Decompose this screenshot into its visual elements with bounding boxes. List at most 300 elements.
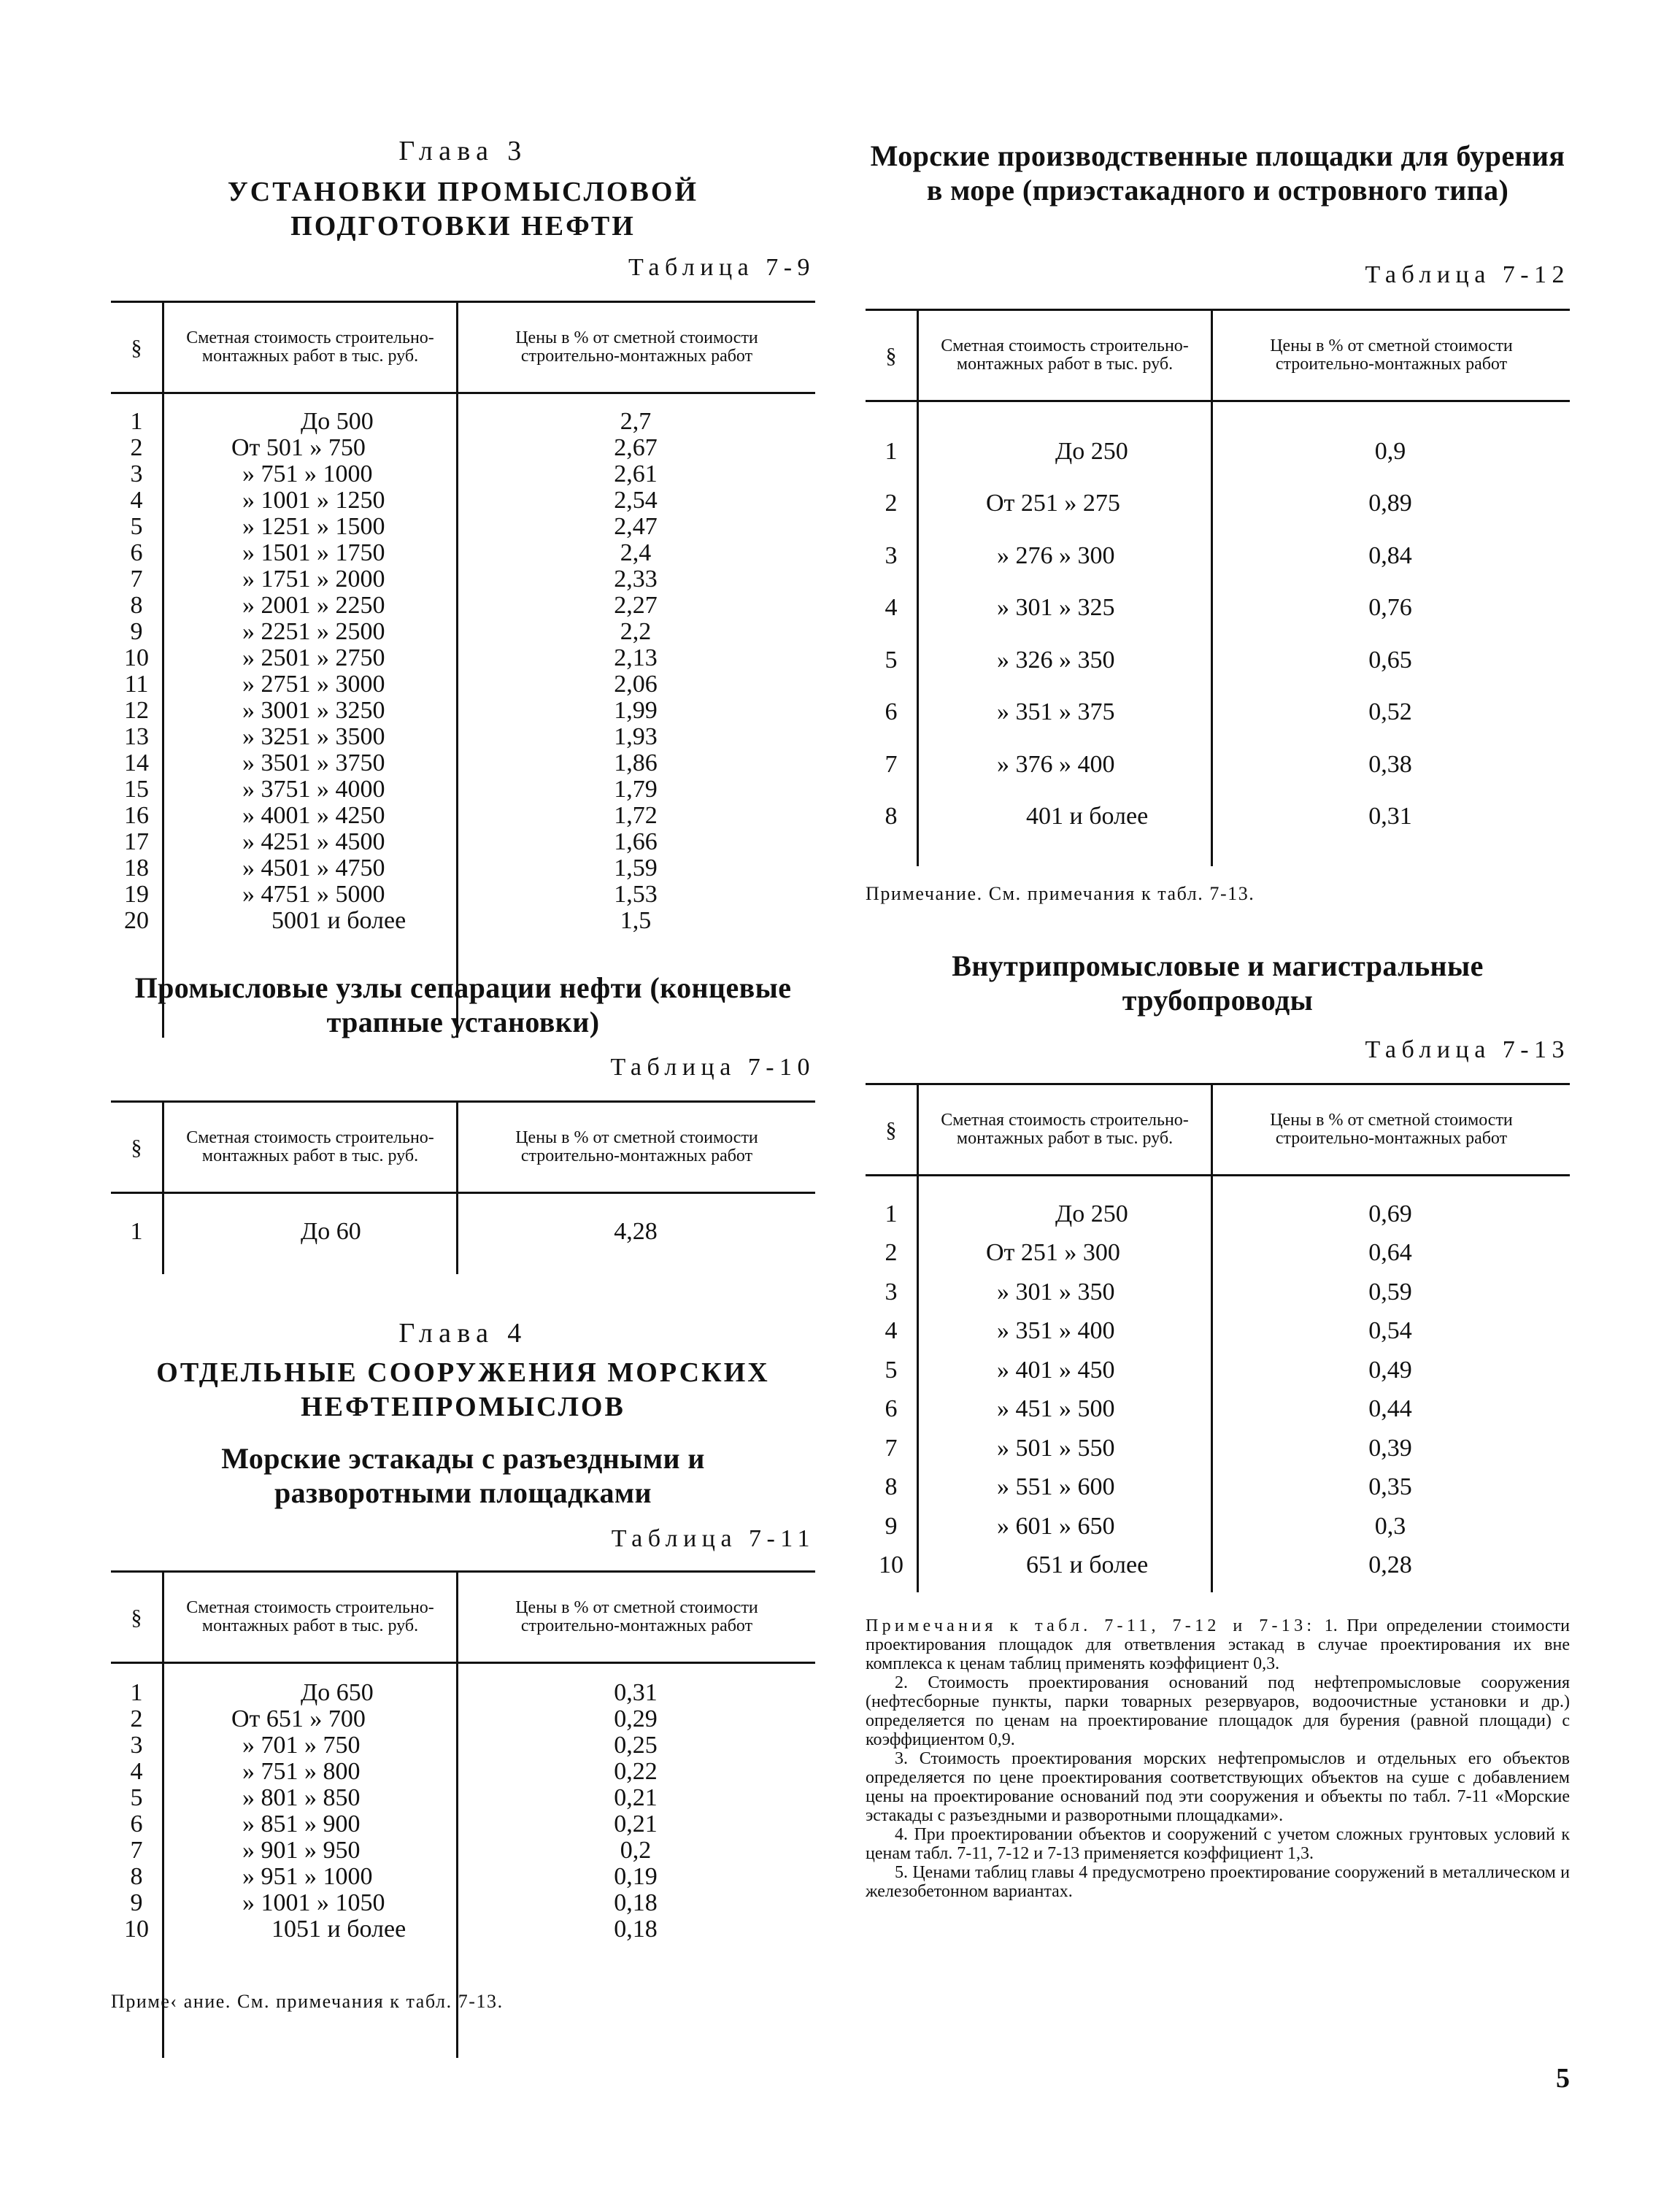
row-number: 12 (124, 697, 149, 724)
cost-cell (917, 425, 1211, 478)
header-price: Цены в % от сметной стоимости строительно-монтажных работ (456, 1573, 815, 1662)
price-percent: 0,29 (614, 1705, 658, 1732)
table-row (111, 1759, 815, 1785)
price-percent: 0,64 (1368, 1239, 1412, 1267)
row-number: 17 (124, 828, 149, 855)
price-percent: 2,54 (614, 487, 658, 514)
price-percent: 0,9 (1374, 437, 1406, 465)
row-number: 6 (885, 698, 898, 726)
general-notes (866, 1616, 1570, 1901)
cost-range: » 2751 » 3000 (242, 671, 385, 698)
row-number: 9 (130, 1889, 143, 1916)
cost-cell (162, 908, 456, 934)
row-number: 10 (124, 644, 149, 671)
price-percent: 2,61 (614, 460, 658, 487)
table-7-10-label: Таблица 7-10 (610, 1054, 815, 1081)
note-item-1: 1. При определении стоимости проектирования площадок для ответвления эстакад в случае проектирования их вне комплекса к ценам таблиц применять коэффициент 0,3. (866, 1616, 1570, 1673)
cost-cell (917, 739, 1211, 791)
cost-range: » 301 » 325 (997, 594, 1115, 622)
cost-range: » 451 » 500 (997, 1395, 1115, 1423)
cost-cell (162, 1759, 456, 1785)
cost-range: » 551 » 600 (997, 1473, 1115, 1501)
section-title-pipelines: Внутрипромысловые и магистральные трубопроводы (952, 949, 1484, 1017)
row-number: 3 (130, 460, 143, 487)
row-number: 13 (124, 723, 149, 750)
price-percent: 0,31 (1368, 803, 1412, 830)
row-number: 2 (130, 1705, 143, 1732)
table-rows (866, 425, 1570, 843)
table-row (111, 724, 815, 750)
cost-cell (162, 803, 456, 829)
row-number: 11 (124, 671, 149, 698)
row-number: 6 (130, 1811, 143, 1838)
cost-range: » 3001 » 3250 (242, 697, 385, 724)
price-percent: 1,79 (614, 776, 658, 803)
table-7-9-label: Таблица 7-9 (628, 254, 815, 281)
table-7-11-label: Таблица 7-11 (611, 1525, 815, 1552)
table-row (111, 803, 815, 829)
table-row (111, 1864, 815, 1890)
cost-cell (162, 855, 456, 882)
row-number: 7 (130, 1837, 143, 1864)
table-row (866, 687, 1570, 739)
row-number: 2 (130, 434, 143, 461)
cost-range: 5001 и более (271, 907, 406, 934)
cost-range: » 401 » 450 (997, 1356, 1115, 1384)
price-percent: 0,39 (1368, 1434, 1412, 1462)
row-number: 2 (885, 1239, 898, 1267)
cost-cell (162, 1916, 456, 1943)
table-header (866, 311, 1570, 402)
cost-range: » 3501 » 3750 (242, 749, 385, 776)
cost-cell (917, 530, 1211, 582)
table-row (111, 1212, 815, 1252)
cost-cell (162, 1732, 456, 1759)
cost-cell (162, 487, 456, 514)
cost-range: » 301 » 350 (997, 1278, 1115, 1306)
cost-cell (162, 1838, 456, 1864)
table-7-11 (111, 1570, 815, 2058)
table-row (866, 1546, 1570, 1586)
cost-cell (917, 1429, 1211, 1468)
header-section-sign: § (131, 1135, 142, 1160)
notes-heading: Примечания к табл. 7-11, 7-12 и 7-13: (866, 1616, 1316, 1635)
table-row (111, 645, 815, 671)
cost-range: » 4251 » 4500 (242, 828, 385, 855)
row-number: 1 (130, 408, 143, 435)
table-row (111, 1680, 815, 1706)
table-row (111, 698, 815, 724)
table-row (111, 566, 815, 593)
table-row (111, 540, 815, 566)
price-percent: 1,72 (614, 802, 658, 829)
row-number: 5 (885, 646, 898, 674)
cost-cell (162, 1811, 456, 1838)
row-number: 5 (130, 513, 143, 540)
price-percent: 2,4 (620, 539, 652, 566)
price-percent: 0,25 (614, 1732, 658, 1759)
header-section-sign: § (885, 343, 897, 368)
table-row (866, 1195, 1570, 1234)
cost-cell (917, 791, 1211, 844)
section-title-separation: Промысловые узлы сепарации нефти (концевые трапные установки) (134, 971, 792, 1038)
table-7-9 (111, 301, 815, 1038)
header-section-sign: § (131, 1605, 142, 1630)
table-header (111, 1103, 815, 1194)
cost-cell (162, 461, 456, 487)
price-percent: 1,99 (614, 697, 658, 724)
cost-range: » 3751 » 4000 (242, 776, 385, 803)
row-number: 15 (124, 776, 149, 803)
row-number: 9 (130, 618, 143, 645)
price-percent: 0,65 (1368, 646, 1412, 674)
table-rows (111, 1680, 815, 1943)
price-percent: 2,7 (620, 408, 652, 435)
note-item-5: 5. Ценами таблиц главы 4 предусмотрено проектирование сооружений в металлическом и железобетонном вариантах. (866, 1863, 1570, 1901)
cost-range: » 751 » 1000 (242, 460, 373, 487)
chapter-4-label: Глава 4 (398, 1318, 528, 1349)
cost-cell (162, 514, 456, 540)
table-row (111, 487, 815, 514)
table-row (111, 855, 815, 882)
row-number: 8 (885, 803, 898, 830)
row-number: 10 (124, 1916, 149, 1943)
table-7-12 (866, 309, 1570, 866)
row-number: 8 (130, 592, 143, 619)
cost-range: От 251 » 275 (986, 490, 1120, 517)
table-row (866, 1507, 1570, 1546)
table-row (111, 1785, 815, 1811)
row-number: 4 (130, 487, 143, 514)
price-percent: 0,59 (1368, 1278, 1412, 1306)
cost-cell (162, 409, 456, 435)
table-row (111, 593, 815, 619)
row-number: 7 (885, 750, 898, 778)
table-row (111, 619, 815, 645)
header-cost: Сметная стоимость строительно-монтажных работ в тыс. руб. (917, 311, 1211, 400)
header-cost: Сметная стоимость строительно-монтажных работ в тыс. руб. (162, 1573, 456, 1662)
table-row (111, 1916, 815, 1943)
cost-cell (917, 1390, 1211, 1430)
price-percent: 0,31 (614, 1679, 658, 1706)
cost-cell (162, 1864, 456, 1890)
cost-range: От 651 » 700 (231, 1705, 366, 1732)
price-percent: 0,3 (1374, 1512, 1406, 1540)
row-number: 16 (124, 802, 149, 829)
table-7-13-label: Таблица 7-13 (1365, 1036, 1570, 1063)
cost-range: » 1001 » 1250 (242, 487, 385, 514)
price-percent: 0,38 (1368, 750, 1412, 778)
price-percent: 1,66 (614, 828, 658, 855)
row-number: 7 (885, 1434, 898, 1462)
header-price: Цены в % от сметной стоимости строительно-монтажных работ (1211, 311, 1570, 400)
table-row (866, 791, 1570, 844)
price-percent: 0,49 (1368, 1356, 1412, 1384)
cost-cell (162, 829, 456, 855)
price-percent: 0,22 (614, 1758, 658, 1785)
cost-cell (917, 687, 1211, 739)
cost-cell (917, 582, 1211, 635)
cost-range: » 901 » 950 (242, 1837, 361, 1864)
cost-cell (162, 724, 456, 750)
row-number: 19 (124, 881, 149, 908)
price-percent: 0,19 (614, 1863, 658, 1890)
row-number: 1 (130, 1218, 143, 1245)
cost-range: » 2001 » 2250 (242, 592, 385, 619)
cost-range: » 1001 » 1050 (242, 1889, 385, 1916)
cost-cell (162, 698, 456, 724)
header-cost: Сметная стоимость строительно-монтажных работ в тыс. руб. (162, 1103, 456, 1192)
table-7-12-label: Таблица 7-12 (1365, 261, 1570, 288)
cost-range: 401 и более (1026, 803, 1149, 830)
price-percent: 1,93 (614, 723, 658, 750)
table-row (866, 739, 1570, 791)
table-row (866, 1234, 1570, 1273)
row-number: 1 (130, 1679, 143, 1706)
section-title-platforms: Морские производственные площадки для бурения в море (приэстакадного и островного типа) (870, 139, 1565, 207)
row-number: 18 (124, 855, 149, 882)
cost-cell (162, 593, 456, 619)
cost-range: » 351 » 400 (997, 1317, 1115, 1345)
price-percent: 2,67 (614, 434, 658, 461)
cost-range: До 60 (301, 1218, 361, 1245)
table-body (111, 1194, 815, 1274)
table-row (866, 530, 1570, 582)
row-number: 5 (885, 1356, 898, 1384)
cost-cell (162, 1890, 456, 1916)
table-header (111, 1573, 815, 1664)
price-percent: 0,28 (1368, 1551, 1412, 1579)
cost-range: » 701 » 750 (242, 1732, 361, 1759)
cost-cell (917, 478, 1211, 531)
cost-cell (917, 1195, 1211, 1234)
price-percent: 0,35 (1368, 1473, 1412, 1501)
price-percent: 1,59 (614, 855, 658, 882)
cost-cell (162, 1785, 456, 1811)
price-percent: 0,44 (1368, 1395, 1412, 1423)
table-row (111, 776, 815, 803)
row-number: 5 (130, 1784, 143, 1811)
price-percent: 0,76 (1368, 594, 1412, 622)
cost-cell (917, 1468, 1211, 1508)
header-section-sign: § (131, 335, 142, 360)
cost-range: До 500 (301, 408, 374, 435)
cost-cell (162, 1706, 456, 1732)
table-rows (111, 1212, 815, 1252)
table-rows (866, 1195, 1570, 1585)
row-number: 6 (130, 539, 143, 566)
cost-range: » 276 » 300 (997, 541, 1115, 569)
cost-cell (162, 435, 456, 461)
cost-range: » 4751 » 5000 (242, 881, 385, 908)
cost-range: » 1751 » 2000 (242, 566, 385, 593)
table-7-13 (866, 1083, 1570, 1592)
row-number: 3 (130, 1732, 143, 1759)
row-number: 8 (130, 1863, 143, 1890)
price-percent: 0,54 (1368, 1317, 1412, 1345)
cost-cell (917, 634, 1211, 687)
cost-range: » 3251 » 3500 (242, 723, 385, 750)
cost-cell (917, 1312, 1211, 1351)
cost-cell (162, 540, 456, 566)
row-number: 4 (130, 1758, 143, 1785)
price-percent: 0,21 (614, 1811, 658, 1838)
row-number: 7 (130, 566, 143, 593)
price-percent: 0,84 (1368, 541, 1412, 569)
table-row (111, 435, 815, 461)
table-rows (111, 409, 815, 934)
row-number: 20 (124, 907, 149, 934)
table-7-10 (111, 1100, 815, 1274)
chapter-4-title: ОТДЕЛЬНЫЕ СООРУЖЕНИЯ МОРСКИХ НЕФТЕПРОМЫСЛОВ (156, 1357, 770, 1422)
row-number: 3 (885, 541, 898, 569)
note-item-3: 3. Стоимость проектирования морских нефтепромыслов и отдельных его объектов определяется по цене проектирования соответствующих объектов на суше с добавлением цены на проектирование оснований под эти сооружения и объекты по табл. 7-11 «Морские эстакады с разъездными и разворотными площадками». (866, 1749, 1570, 1825)
row-number: 6 (885, 1395, 898, 1423)
price-percent: 2,2 (620, 618, 652, 645)
price-percent: 2,47 (614, 513, 658, 540)
table-header (111, 303, 815, 394)
table-row (866, 1390, 1570, 1430)
price-percent: 1,86 (614, 749, 658, 776)
table-body (866, 1176, 1570, 1592)
cost-range: » 801 » 850 (242, 1784, 361, 1811)
row-number: 1 (885, 437, 898, 465)
cost-range: От 251 » 300 (986, 1239, 1120, 1267)
cost-cell (162, 1680, 456, 1706)
page-number: 5 (1556, 2063, 1570, 2094)
row-number: 9 (885, 1512, 898, 1540)
cost-cell (162, 566, 456, 593)
section-title-trestles: Морские эстакады с разъездными и разворотными площадками (221, 1442, 705, 1509)
cost-range: » 1251 » 1500 (242, 513, 385, 540)
cost-cell (162, 750, 456, 776)
cost-range: » 1501 » 1750 (242, 539, 385, 566)
row-number: 3 (885, 1278, 898, 1306)
table-row (866, 1468, 1570, 1508)
table-row (111, 1811, 815, 1838)
price-percent: 2,13 (614, 644, 658, 671)
cost-cell (917, 1507, 1211, 1546)
table-row (111, 829, 815, 855)
cost-range: » 4001 » 4250 (242, 802, 385, 829)
table-row (866, 582, 1570, 635)
cost-cell (917, 1546, 1211, 1586)
cost-cell (917, 1273, 1211, 1312)
cost-cell (162, 776, 456, 803)
note-item-4: 4. При проектировании объектов и сооружений с учетом сложных грунтовых условий к ценам табл. 7-11, 7-12 и 7-13 применяется коэффициент 1,3. (866, 1825, 1570, 1863)
price-percent: 0,18 (614, 1889, 658, 1916)
table-row (866, 478, 1570, 531)
cost-cell (162, 882, 456, 908)
table-row (111, 1706, 815, 1732)
row-number: 4 (885, 1317, 898, 1345)
price-percent: 2,33 (614, 566, 658, 593)
price-percent: 0,69 (1368, 1200, 1412, 1227)
cost-range: 1051 и более (271, 1916, 406, 1943)
table-row (111, 882, 815, 908)
table-row (866, 1273, 1570, 1312)
cost-range: До 250 (1055, 437, 1128, 465)
row-number: 2 (885, 490, 898, 517)
table-7-11-note: Приме‹ ание. См. примечания к табл. 7-13. (111, 1991, 504, 2012)
table-row (111, 409, 815, 435)
cost-range: » 351 » 375 (997, 698, 1115, 726)
cost-cell (162, 671, 456, 698)
cost-range: » 2251 » 2500 (242, 618, 385, 645)
header-section-sign: § (885, 1117, 897, 1142)
table-row (866, 634, 1570, 687)
table-body (111, 394, 815, 1038)
row-number: 1 (885, 1200, 898, 1227)
row-number: 8 (885, 1473, 898, 1501)
table-row (111, 671, 815, 698)
cost-range: » 851 » 900 (242, 1811, 361, 1838)
cost-range: До 650 (301, 1679, 374, 1706)
price-percent: 0,21 (614, 1784, 658, 1811)
header-cost: Сметная стоимость строительно-монтажных работ в тыс. руб. (162, 303, 456, 392)
price-percent: 2,27 (614, 592, 658, 619)
price-percent: 0,18 (614, 1916, 658, 1943)
cost-range: » 2501 » 2750 (242, 644, 385, 671)
row-number: 4 (885, 594, 898, 622)
header-price: Цены в % от сметной стоимости строительно-монтажных работ (456, 1103, 815, 1192)
row-number: 10 (879, 1551, 903, 1579)
cost-cell (162, 619, 456, 645)
cost-range: » 501 » 550 (997, 1434, 1115, 1462)
chapter-3-label: Глава 3 (398, 136, 528, 166)
header-price: Цены в % от сметной стоимости строительно-монтажных работ (1211, 1085, 1570, 1174)
cost-range: » 326 » 350 (997, 646, 1115, 674)
table-row (111, 1838, 815, 1864)
table-header (866, 1085, 1570, 1176)
table-row (111, 514, 815, 540)
cost-cell (162, 645, 456, 671)
price-percent: 0,52 (1368, 698, 1412, 726)
price-percent: 2,06 (614, 671, 658, 698)
table-7-12-note: Примечание. См. примечания к табл. 7-13. (866, 883, 1255, 904)
price-percent: 1,53 (614, 881, 658, 908)
table-row (866, 1312, 1570, 1351)
table-row (111, 750, 815, 776)
cost-cell (162, 1212, 456, 1252)
row-number: 14 (124, 749, 149, 776)
chapter-3-title: УСТАНОВКИ ПРОМЫСЛОВОЙ ПОДГОТОВКИ НЕФТИ (227, 177, 699, 242)
cost-range: 651 и более (1026, 1551, 1149, 1579)
header-cost: Сметная стоимость строительно-монтажных работ в тыс. руб. (917, 1085, 1211, 1174)
cost-cell (917, 1351, 1211, 1390)
price-percent: 1,5 (620, 907, 652, 934)
table-row (111, 1890, 815, 1916)
cost-range: » 951 » 1000 (242, 1863, 373, 1890)
cost-range: От 501 » 750 (231, 434, 366, 461)
cost-range: » 376 » 400 (997, 750, 1115, 778)
table-row (111, 461, 815, 487)
cost-range: » 751 » 800 (242, 1758, 361, 1785)
price-percent: 0,2 (620, 1837, 652, 1864)
cost-range: » 4501 » 4750 (242, 855, 385, 882)
cost-cell (917, 1234, 1211, 1273)
table-row (866, 1351, 1570, 1390)
cost-range: До 250 (1055, 1200, 1128, 1227)
table-row (111, 1732, 815, 1759)
table-row (111, 908, 815, 934)
price-percent: 4,28 (614, 1218, 658, 1245)
note-item-2: 2. Стоимость проектирования оснований под нефтепромысловые сооружения (нефтесборные пункты, парки товарных резервуаров, водоочистные установки и др.) определяется по ценам на проектирование площадок для бурения (равной площади) с коэффициентом 0,9. (866, 1673, 1570, 1749)
table-body (866, 402, 1570, 866)
table-row (866, 425, 1570, 478)
cost-range: » 601 » 650 (997, 1512, 1115, 1540)
header-price: Цены в % от сметной стоимости строительно-монтажных работ (456, 303, 815, 392)
